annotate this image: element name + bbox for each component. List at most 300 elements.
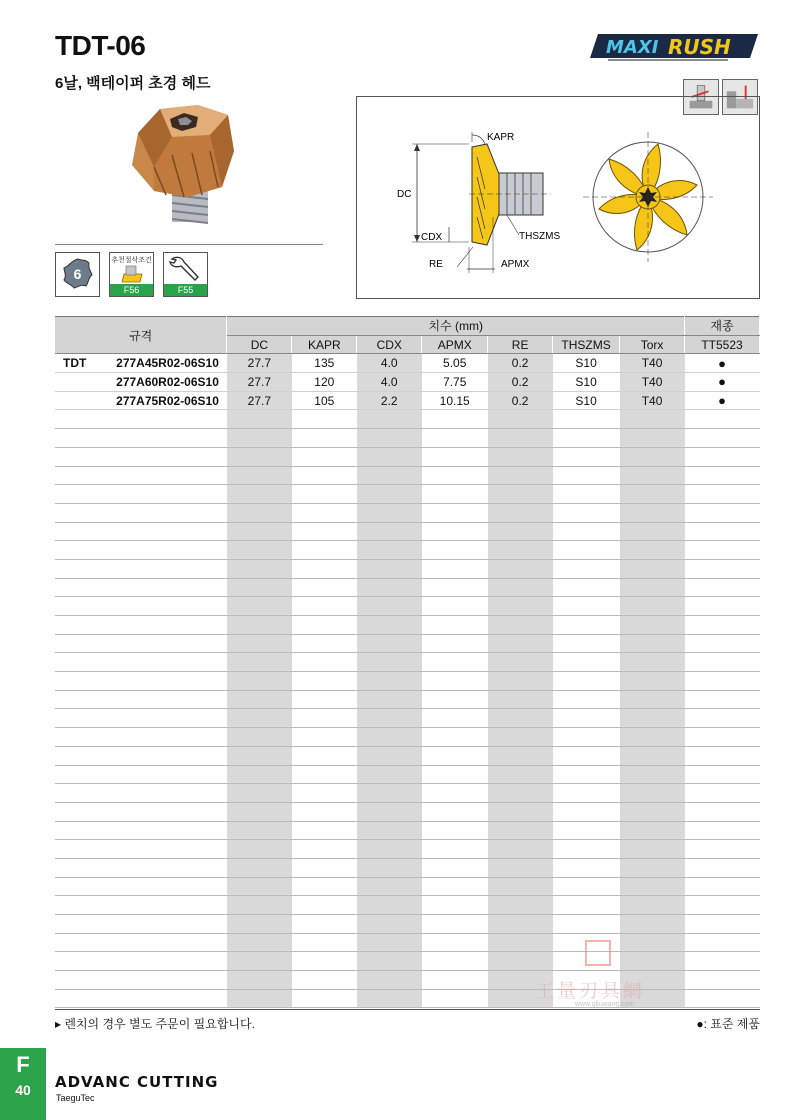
flute-count-label: 6 [73, 266, 82, 282]
empty-cell [55, 765, 227, 784]
empty-cell [488, 653, 553, 672]
empty-cell [55, 503, 227, 522]
col-thszms: THSZMS [553, 335, 620, 354]
empty-cell [227, 672, 292, 691]
empty-cell [55, 541, 227, 560]
empty-table-row [55, 578, 760, 597]
empty-cell [620, 858, 685, 877]
empty-cell [422, 503, 488, 522]
empty-cell [55, 915, 227, 934]
cutting-conditions-badge[interactable] [109, 252, 154, 297]
empty-cell [357, 429, 422, 448]
empty-cell [357, 541, 422, 560]
cell-apmx: 7.75 [422, 373, 488, 392]
empty-cell [422, 447, 488, 466]
empty-cell [357, 802, 422, 821]
empty-cell [553, 653, 620, 672]
empty-cell [620, 653, 685, 672]
page-number: 40 [15, 1082, 31, 1098]
wrench-badge[interactable] [163, 252, 208, 297]
empty-cell [620, 840, 685, 859]
empty-table-row [55, 858, 760, 877]
empty-cell [357, 653, 422, 672]
col-dc: DC [227, 335, 292, 354]
empty-cell [292, 485, 357, 504]
empty-cell [553, 578, 620, 597]
empty-cell [227, 952, 292, 971]
empty-cell [55, 746, 227, 765]
empty-cell [227, 559, 292, 578]
empty-cell [422, 522, 488, 541]
col-kapr: KAPR [292, 335, 357, 354]
empty-cell [488, 522, 553, 541]
empty-cell [292, 597, 357, 616]
empty-cell [685, 989, 760, 1008]
empty-cell [685, 840, 760, 859]
empty-cell [292, 840, 357, 859]
empty-table-row [55, 802, 760, 821]
empty-cell [488, 447, 553, 466]
empty-cell [488, 802, 553, 821]
empty-cell [553, 784, 620, 803]
label-dc: DC [397, 189, 412, 200]
wrench-page-ref: F55 [164, 284, 207, 296]
empty-cell [357, 410, 422, 429]
empty-cell [357, 746, 422, 765]
empty-cell [357, 952, 422, 971]
wrench-icon [164, 253, 207, 285]
maxirush-logo [588, 30, 764, 64]
empty-cell [357, 616, 422, 635]
empty-cell [292, 821, 357, 840]
dimension-drawing [357, 97, 759, 298]
empty-cell [55, 653, 227, 672]
empty-cell [292, 971, 357, 990]
empty-cell [620, 877, 685, 896]
table-row [55, 373, 760, 392]
taegutec-label: TaeguTec [56, 1093, 95, 1103]
empty-cell [422, 746, 488, 765]
empty-cell [422, 616, 488, 635]
empty-cell [488, 896, 553, 915]
empty-cell [55, 690, 227, 709]
empty-cell [227, 746, 292, 765]
empty-cell [227, 410, 292, 429]
empty-cell [357, 466, 422, 485]
header-dimensions: 치수 (mm) [227, 317, 685, 336]
empty-cell [357, 447, 422, 466]
empty-cell [357, 896, 422, 915]
empty-cell [422, 709, 488, 728]
empty-cell [488, 672, 553, 691]
empty-cell [488, 858, 553, 877]
empty-cell [227, 541, 292, 560]
empty-table-row [55, 896, 760, 915]
empty-cell [620, 821, 685, 840]
advance-cutting-logo: ADVANC CUTTING [55, 1073, 219, 1091]
empty-cell [357, 597, 422, 616]
empty-cell [553, 410, 620, 429]
empty-cell [227, 578, 292, 597]
empty-cell [55, 559, 227, 578]
empty-cell [685, 485, 760, 504]
empty-cell [292, 858, 357, 877]
empty-cell [292, 746, 357, 765]
section-letter: F [16, 1052, 30, 1077]
cell-re: 0.2 [488, 373, 553, 392]
empty-cell [227, 802, 292, 821]
empty-cell [685, 690, 760, 709]
empty-cell [685, 578, 760, 597]
empty-cell [227, 989, 292, 1008]
empty-cell [422, 690, 488, 709]
empty-cell [357, 690, 422, 709]
spec-table [55, 316, 760, 1008]
empty-cell [488, 466, 553, 485]
empty-cell [422, 672, 488, 691]
empty-cell [488, 840, 553, 859]
empty-cell [422, 858, 488, 877]
empty-cell [55, 858, 227, 877]
flute-count-badge [55, 252, 100, 297]
empty-table-row [55, 709, 760, 728]
empty-cell [553, 877, 620, 896]
empty-cell [685, 802, 760, 821]
empty-cell [227, 466, 292, 485]
empty-cell [227, 821, 292, 840]
empty-cell [422, 541, 488, 560]
empty-table-row [55, 634, 760, 653]
col-apmx: APMX [422, 335, 488, 354]
empty-cell [55, 840, 227, 859]
empty-cell [227, 616, 292, 635]
empty-table-row [55, 840, 760, 859]
empty-cell [422, 559, 488, 578]
empty-cell [292, 466, 357, 485]
wrench-note: ▸ 렌치의 경우 별도 주문이 필요합니다. [55, 1017, 255, 1031]
cell-cdx: 4.0 [357, 354, 422, 373]
empty-cell [227, 840, 292, 859]
cell-thszms: S10 [553, 354, 620, 373]
cutting-conditions-page-ref: F56 [110, 284, 153, 296]
empty-cell [292, 522, 357, 541]
empty-cell [357, 728, 422, 747]
empty-cell [685, 597, 760, 616]
empty-cell [620, 541, 685, 560]
empty-cell [292, 784, 357, 803]
empty-cell [422, 896, 488, 915]
cutting-conditions-caption: 추천절삭조건 [111, 257, 152, 264]
empty-cell [227, 971, 292, 990]
empty-cell [357, 559, 422, 578]
empty-cell [488, 690, 553, 709]
table-row [55, 354, 760, 373]
empty-cell [422, 410, 488, 429]
empty-cell [685, 877, 760, 896]
empty-cell [227, 447, 292, 466]
empty-cell [357, 877, 422, 896]
empty-cell [227, 690, 292, 709]
label-cdx: CDX [421, 232, 443, 243]
empty-cell [553, 616, 620, 635]
empty-cell [55, 485, 227, 504]
empty-cell [685, 653, 760, 672]
empty-cell [292, 447, 357, 466]
empty-cell [685, 447, 760, 466]
spec-code: 277A45R02-06S10 [116, 356, 219, 371]
empty-cell [553, 597, 620, 616]
empty-cell [620, 672, 685, 691]
empty-cell [422, 653, 488, 672]
empty-table-row [55, 672, 760, 691]
empty-cell [55, 429, 227, 448]
empty-cell [292, 541, 357, 560]
empty-cell [227, 709, 292, 728]
empty-cell [422, 597, 488, 616]
empty-cell [55, 410, 227, 429]
spec-code: 277A75R02-06S10 [116, 393, 219, 408]
empty-cell [553, 709, 620, 728]
empty-cell [292, 578, 357, 597]
empty-cell [488, 410, 553, 429]
badge-row [55, 252, 208, 297]
empty-table-row [55, 690, 760, 709]
empty-cell [55, 896, 227, 915]
empty-cell [357, 672, 422, 691]
cell-cdx: 4.0 [357, 373, 422, 392]
empty-cell [357, 784, 422, 803]
empty-cell [292, 877, 357, 896]
empty-cell [488, 597, 553, 616]
empty-cell [553, 896, 620, 915]
empty-cell [488, 429, 553, 448]
empty-cell [422, 578, 488, 597]
empty-table-row [55, 877, 760, 896]
empty-cell [422, 466, 488, 485]
page-title: TDT-06 [55, 30, 146, 61]
empty-cell [227, 765, 292, 784]
empty-cell [292, 410, 357, 429]
empty-table-row [55, 746, 760, 765]
empty-cell [685, 784, 760, 803]
label-re: RE [429, 259, 443, 270]
empty-cell [488, 728, 553, 747]
cell-grade: ● [685, 354, 760, 373]
empty-cell [357, 821, 422, 840]
empty-cell [488, 765, 553, 784]
footer-divider [55, 1009, 760, 1010]
watermark-logo [585, 940, 611, 966]
empty-table-row [55, 597, 760, 616]
empty-cell [55, 447, 227, 466]
empty-cell [55, 672, 227, 691]
empty-cell [685, 915, 760, 934]
empty-cell [227, 653, 292, 672]
empty-cell [422, 765, 488, 784]
empty-cell [422, 989, 488, 1008]
empty-cell [620, 410, 685, 429]
empty-cell [227, 933, 292, 952]
empty-cell [422, 485, 488, 504]
empty-cell [685, 429, 760, 448]
empty-table-row [55, 616, 760, 635]
empty-table-row [55, 765, 760, 784]
label-thszms: THSZMS [519, 231, 561, 242]
cell-dc: 27.7 [227, 391, 292, 410]
empty-cell [685, 728, 760, 747]
empty-table-row [55, 429, 760, 448]
empty-cell [553, 634, 620, 653]
empty-cell [55, 634, 227, 653]
empty-cell [422, 784, 488, 803]
cell-thszms: S10 [553, 391, 620, 410]
empty-cell [55, 952, 227, 971]
empty-cell [620, 466, 685, 485]
empty-cell [685, 821, 760, 840]
empty-cell [227, 877, 292, 896]
empty-cell [357, 933, 422, 952]
empty-cell [292, 802, 357, 821]
empty-table-row [55, 503, 760, 522]
cell-torx: T40 [620, 354, 685, 373]
empty-cell [357, 634, 422, 653]
empty-cell [685, 466, 760, 485]
empty-cell [227, 858, 292, 877]
empty-table-row [55, 541, 760, 560]
empty-cell [553, 485, 620, 504]
empty-cell [292, 728, 357, 747]
empty-cell [488, 821, 553, 840]
table-row [55, 391, 760, 410]
empty-cell [357, 503, 422, 522]
empty-cell [685, 559, 760, 578]
empty-cell [685, 503, 760, 522]
empty-cell [55, 989, 227, 1008]
empty-cell [488, 578, 553, 597]
cell-apmx: 5.05 [422, 354, 488, 373]
empty-cell [227, 522, 292, 541]
empty-cell [553, 802, 620, 821]
col-torx: Torx [620, 335, 685, 354]
cell-grade: ● [685, 373, 760, 392]
empty-cell [685, 541, 760, 560]
empty-cell [620, 616, 685, 635]
empty-cell [422, 952, 488, 971]
empty-cell [357, 485, 422, 504]
header-grade: 재종 [685, 317, 760, 336]
empty-cell [620, 429, 685, 448]
empty-table-row [55, 915, 760, 934]
empty-cell [292, 709, 357, 728]
empty-cell [422, 821, 488, 840]
cell-apmx: 10.15 [422, 391, 488, 410]
col-grade: TT5523 [685, 335, 760, 354]
empty-cell [620, 503, 685, 522]
empty-cell [55, 709, 227, 728]
cell-dc: 27.7 [227, 354, 292, 373]
series-prefix: TDT [63, 356, 87, 371]
empty-cell [553, 858, 620, 877]
empty-cell [227, 597, 292, 616]
empty-cell [55, 728, 227, 747]
empty-cell [292, 559, 357, 578]
empty-cell [620, 765, 685, 784]
empty-cell [227, 784, 292, 803]
empty-table-row [55, 784, 760, 803]
empty-cell [227, 896, 292, 915]
empty-table-row [55, 485, 760, 504]
spec-code: 277A60R02-06S10 [116, 374, 219, 389]
legend-note: ●: 표준 제품 [696, 1017, 760, 1031]
empty-cell [422, 915, 488, 934]
empty-cell [488, 559, 553, 578]
empty-cell [292, 503, 357, 522]
cell-re: 0.2 [488, 391, 553, 410]
empty-cell [422, 728, 488, 747]
label-apmx: APMX [501, 259, 530, 270]
empty-cell [488, 709, 553, 728]
empty-cell [357, 915, 422, 934]
empty-cell [685, 933, 760, 952]
page-subtitle: 6날, 백테이퍼 초경 헤드 [55, 75, 211, 92]
empty-cell [620, 634, 685, 653]
empty-cell [422, 933, 488, 952]
empty-cell [553, 690, 620, 709]
empty-cell [227, 429, 292, 448]
empty-cell [553, 672, 620, 691]
empty-cell [620, 690, 685, 709]
empty-cell [292, 672, 357, 691]
empty-cell [292, 634, 357, 653]
empty-cell [620, 559, 685, 578]
empty-cell [488, 784, 553, 803]
empty-table-row [55, 728, 760, 747]
empty-cell [227, 728, 292, 747]
empty-cell [620, 485, 685, 504]
empty-cell [620, 447, 685, 466]
empty-cell [620, 709, 685, 728]
empty-cell [488, 541, 553, 560]
empty-cell [55, 933, 227, 952]
empty-cell [553, 840, 620, 859]
empty-table-row [55, 559, 760, 578]
empty-cell [55, 578, 227, 597]
empty-cell [422, 877, 488, 896]
empty-cell [620, 597, 685, 616]
empty-cell [553, 466, 620, 485]
empty-cell [357, 578, 422, 597]
empty-cell [553, 522, 620, 541]
empty-cell [292, 429, 357, 448]
cell-cdx: 2.2 [357, 391, 422, 410]
empty-cell [292, 952, 357, 971]
empty-cell [292, 896, 357, 915]
empty-cell [55, 784, 227, 803]
empty-cell [620, 802, 685, 821]
watermark-text: 工量刃具網 [535, 980, 646, 1002]
empty-cell [685, 858, 760, 877]
empty-cell [357, 522, 422, 541]
empty-cell [55, 522, 227, 541]
empty-cell [620, 784, 685, 803]
empty-cell [55, 877, 227, 896]
empty-cell [357, 971, 422, 990]
col-re: RE [488, 335, 553, 354]
empty-cell [422, 634, 488, 653]
empty-cell [357, 858, 422, 877]
empty-cell [292, 915, 357, 934]
empty-cell [685, 971, 760, 990]
